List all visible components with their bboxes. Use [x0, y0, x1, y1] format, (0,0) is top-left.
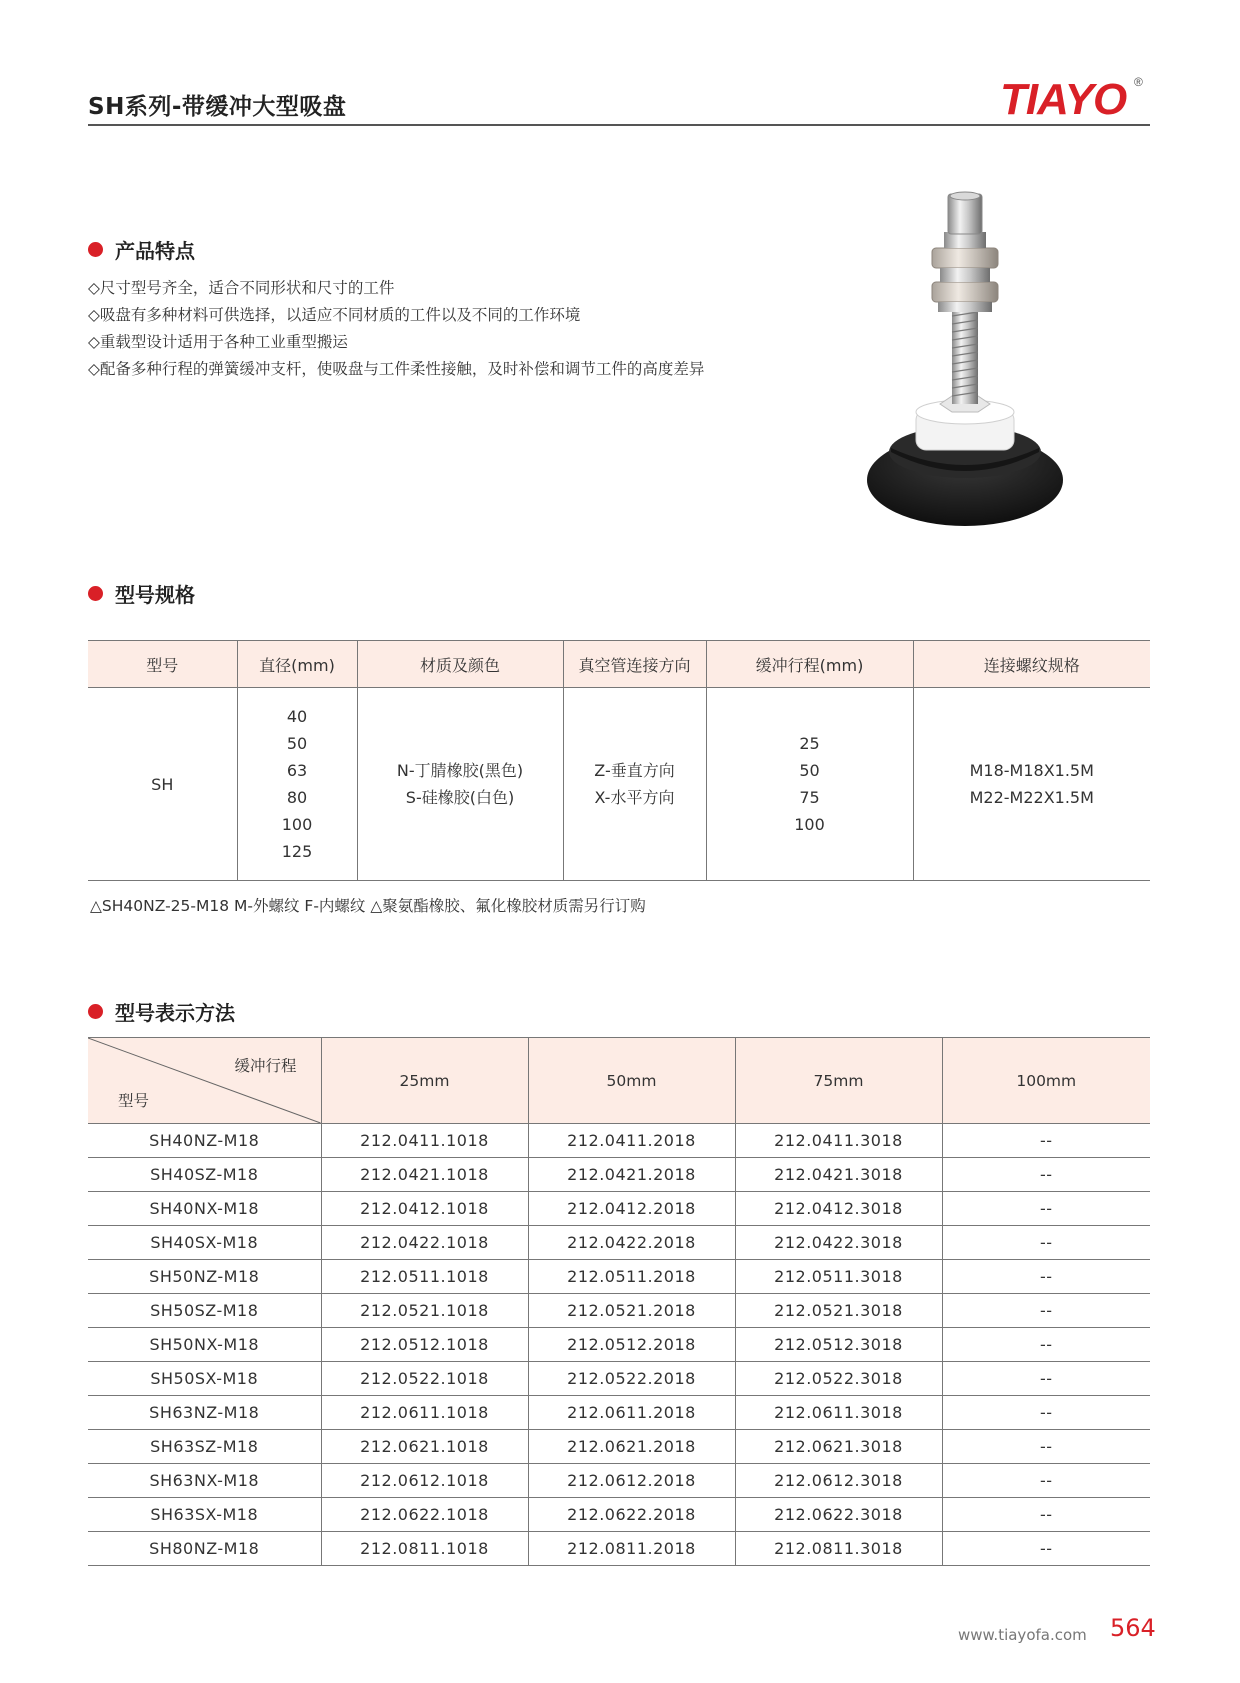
spec-col-material: 材质及颜色: [357, 641, 563, 688]
spec-direction-cell: [563, 688, 706, 881]
code-cell: 212.0611.1018: [321, 1396, 528, 1430]
code-cell: --: [942, 1192, 1150, 1226]
code-cell: 212.0422.2018: [528, 1226, 735, 1260]
model-cell: SH50NX-M18: [88, 1328, 321, 1362]
diameter-value: 100: [281, 815, 313, 834]
code-cell: 212.0411.3018: [735, 1124, 942, 1158]
footer-url[interactable]: www.tiayofa.com: [958, 1626, 1087, 1644]
material-value: N-丁腈橡胶(黑色): [396, 761, 524, 780]
spec-diameter-cell: [237, 688, 357, 881]
model-cell: SH50NZ-M18: [88, 1260, 321, 1294]
code-cell: --: [942, 1396, 1150, 1430]
stroke-col-header: 50mm: [528, 1038, 735, 1124]
model-cell: SH63SZ-M18: [88, 1430, 321, 1464]
page-number: 564: [1110, 1614, 1156, 1642]
spec-table: [88, 640, 1150, 881]
table-row: [88, 1532, 1150, 1566]
thread-value: M18-M18X1.5M: [969, 761, 1094, 780]
code-cell: 212.0412.2018: [528, 1192, 735, 1226]
brand-wordmark: TIAYO: [1000, 75, 1127, 122]
model-cell: SH63NX-M18: [88, 1464, 321, 1498]
model-cell: SH63SX-M18: [88, 1498, 321, 1532]
features-heading-text: 产品特点: [115, 239, 195, 263]
table-row: [88, 1158, 1150, 1192]
table-row: [88, 1430, 1150, 1464]
spec-col-direction: 真空管连接方向: [563, 641, 706, 688]
spec-heading-text: 型号规格: [115, 583, 195, 607]
code-cell: 212.0412.1018: [321, 1192, 528, 1226]
features-heading: [88, 235, 195, 264]
code-cell: 212.0421.2018: [528, 1158, 735, 1192]
model-cell: SH40SX-M18: [88, 1226, 321, 1260]
code-cell: 212.0811.2018: [528, 1532, 735, 1566]
stroke-col-header: 75mm: [735, 1038, 942, 1124]
spec-material-cell: [357, 688, 563, 881]
model-cell: SH63NZ-M18: [88, 1396, 321, 1430]
code-table: [88, 1037, 1150, 1566]
code-cell: --: [942, 1158, 1150, 1192]
code-cell: 212.0511.2018: [528, 1260, 735, 1294]
bullet-dot-icon: [88, 586, 103, 601]
stroke-value: 75: [799, 788, 820, 807]
table-row: [88, 1362, 1150, 1396]
code-cell: --: [942, 1532, 1150, 1566]
code-cell: 212.0811.3018: [735, 1532, 942, 1566]
table-row: [88, 1328, 1150, 1362]
code-cell: --: [942, 1498, 1150, 1532]
code-cell: 212.0622.3018: [735, 1498, 942, 1532]
feature-item: ◇配备多种行程的弹簧缓冲支杆，使吸盘与工件柔性接触，及时补偿和调节工件的高度差异: [88, 360, 705, 378]
code-cell: 212.0622.1018: [321, 1498, 528, 1532]
code-cell: 212.0521.3018: [735, 1294, 942, 1328]
stroke-col-header: 100mm: [942, 1038, 1150, 1124]
table-row: [88, 1124, 1150, 1158]
codes-heading-text: 型号表示方法: [115, 1001, 235, 1025]
model-cell: SH40SZ-M18: [88, 1158, 321, 1192]
code-cell: 212.0611.3018: [735, 1396, 942, 1430]
code-cell: 212.0811.1018: [321, 1532, 528, 1566]
model-cell: SH80NZ-M18: [88, 1532, 321, 1566]
model-cell: SH40NX-M18: [88, 1192, 321, 1226]
model-cell: SH40NZ-M18: [88, 1124, 321, 1158]
model-cell: SH50SX-M18: [88, 1362, 321, 1396]
code-cell: 212.0611.2018: [528, 1396, 735, 1430]
header-divider: [88, 124, 1150, 126]
bullet-dot-icon: [88, 242, 103, 257]
code-cell: 212.0411.1018: [321, 1124, 528, 1158]
spec-stroke-cell: [706, 688, 913, 881]
code-cell: --: [942, 1124, 1150, 1158]
page-title: SH系列-带缓冲大型吸盘: [88, 94, 347, 120]
diameter-value: 40: [286, 707, 308, 726]
code-cell: 212.0621.3018: [735, 1430, 942, 1464]
code-cell: 212.0422.3018: [735, 1226, 942, 1260]
table-row: [88, 1192, 1150, 1226]
code-cell: 212.0512.1018: [321, 1328, 528, 1362]
spec-heading: [88, 579, 195, 608]
code-cell: --: [942, 1328, 1150, 1362]
code-cell: --: [942, 1362, 1150, 1396]
corner-label-model: 型号: [118, 1092, 150, 1110]
direction-value: X-水平方向: [594, 788, 675, 807]
material-value: S-硅橡胶(白色): [405, 788, 515, 807]
code-cell: --: [942, 1260, 1150, 1294]
stroke-col-header: 25mm: [321, 1038, 528, 1124]
table-row: [88, 1226, 1150, 1260]
code-cell: 212.0412.3018: [735, 1192, 942, 1226]
diameter-value: 80: [286, 788, 308, 807]
stroke-value: 50: [799, 761, 820, 780]
bullet-dot-icon: [88, 1004, 103, 1019]
code-cell: 212.0421.1018: [321, 1158, 528, 1192]
diameter-value: 50: [286, 734, 308, 753]
code-cell: 212.0422.1018: [321, 1226, 528, 1260]
code-cell: 212.0622.2018: [528, 1498, 735, 1532]
table-row: [88, 1396, 1150, 1430]
stroke-value: 100: [794, 815, 825, 834]
code-cell: 212.0522.3018: [735, 1362, 942, 1396]
code-cell: 212.0521.1018: [321, 1294, 528, 1328]
code-cell: 212.0621.1018: [321, 1430, 528, 1464]
direction-value: Z-垂直方向: [594, 761, 675, 780]
spec-col-diameter: 直径(mm): [237, 641, 357, 688]
spec-note: △SH40NZ-25-M18 M-外螺纹 F-内螺纹 △聚氨酯橡胶、氟化橡胶材质需另行订购: [90, 897, 646, 915]
diameter-value: 63: [286, 761, 308, 780]
code-cell: 212.0421.3018: [735, 1158, 942, 1192]
thread-value: M22-M22X1.5M: [969, 788, 1094, 807]
stroke-value: 25: [799, 734, 820, 753]
code-cell: 212.0522.2018: [528, 1362, 735, 1396]
code-cell: 212.0511.3018: [735, 1260, 942, 1294]
code-cell: 212.0621.2018: [528, 1430, 735, 1464]
feature-item: ◇尺寸型号齐全，适合不同形状和尺寸的工件: [88, 279, 395, 297]
spec-header-row: [88, 641, 1150, 688]
spec-model-cell: SH: [88, 688, 237, 881]
code-cell: 212.0522.1018: [321, 1362, 528, 1396]
features-list: [88, 275, 848, 383]
code-cell: 212.0612.3018: [735, 1464, 942, 1498]
table-row: [88, 1464, 1150, 1498]
code-cell: 212.0512.2018: [528, 1328, 735, 1362]
feature-item: ◇吸盘有多种材料可供选择，以适应不同材质的工件以及不同的工作环境: [88, 306, 581, 324]
code-cell: 212.0521.2018: [528, 1294, 735, 1328]
code-cell: --: [942, 1294, 1150, 1328]
code-cell: --: [942, 1226, 1150, 1260]
code-cell: --: [942, 1464, 1150, 1498]
code-cell: 212.0612.1018: [321, 1464, 528, 1498]
code-cell: 212.0512.3018: [735, 1328, 942, 1362]
model-cell: SH50SZ-M18: [88, 1294, 321, 1328]
code-table-body: [88, 1124, 1150, 1566]
codes-heading: [88, 997, 235, 1026]
registered-mark: ®: [1134, 75, 1143, 89]
brand-logo: [1000, 72, 1150, 122]
table-row: [88, 1294, 1150, 1328]
table-row: [88, 1498, 1150, 1532]
spec-thread-cell: [913, 688, 1150, 881]
corner-label-stroke: 缓冲行程: [234, 1057, 297, 1075]
spec-col-stroke: 缓冲行程(mm): [706, 641, 913, 688]
spec-col-thread: 连接螺纹规格: [913, 641, 1150, 688]
product-image: [860, 190, 1070, 540]
code-header-row: [88, 1038, 1150, 1124]
code-cell: --: [942, 1430, 1150, 1464]
code-cell: 212.0511.1018: [321, 1260, 528, 1294]
feature-item: ◇重载型设计适用于各种工业重型搬运: [88, 333, 348, 351]
table-row: [88, 1260, 1150, 1294]
spec-col-model: 型号: [88, 641, 237, 688]
code-cell: 212.0411.2018: [528, 1124, 735, 1158]
spec-row: [88, 688, 1150, 881]
code-cell: 212.0612.2018: [528, 1464, 735, 1498]
diameter-value: 125: [281, 842, 313, 861]
corner-header-cell: [88, 1038, 321, 1124]
